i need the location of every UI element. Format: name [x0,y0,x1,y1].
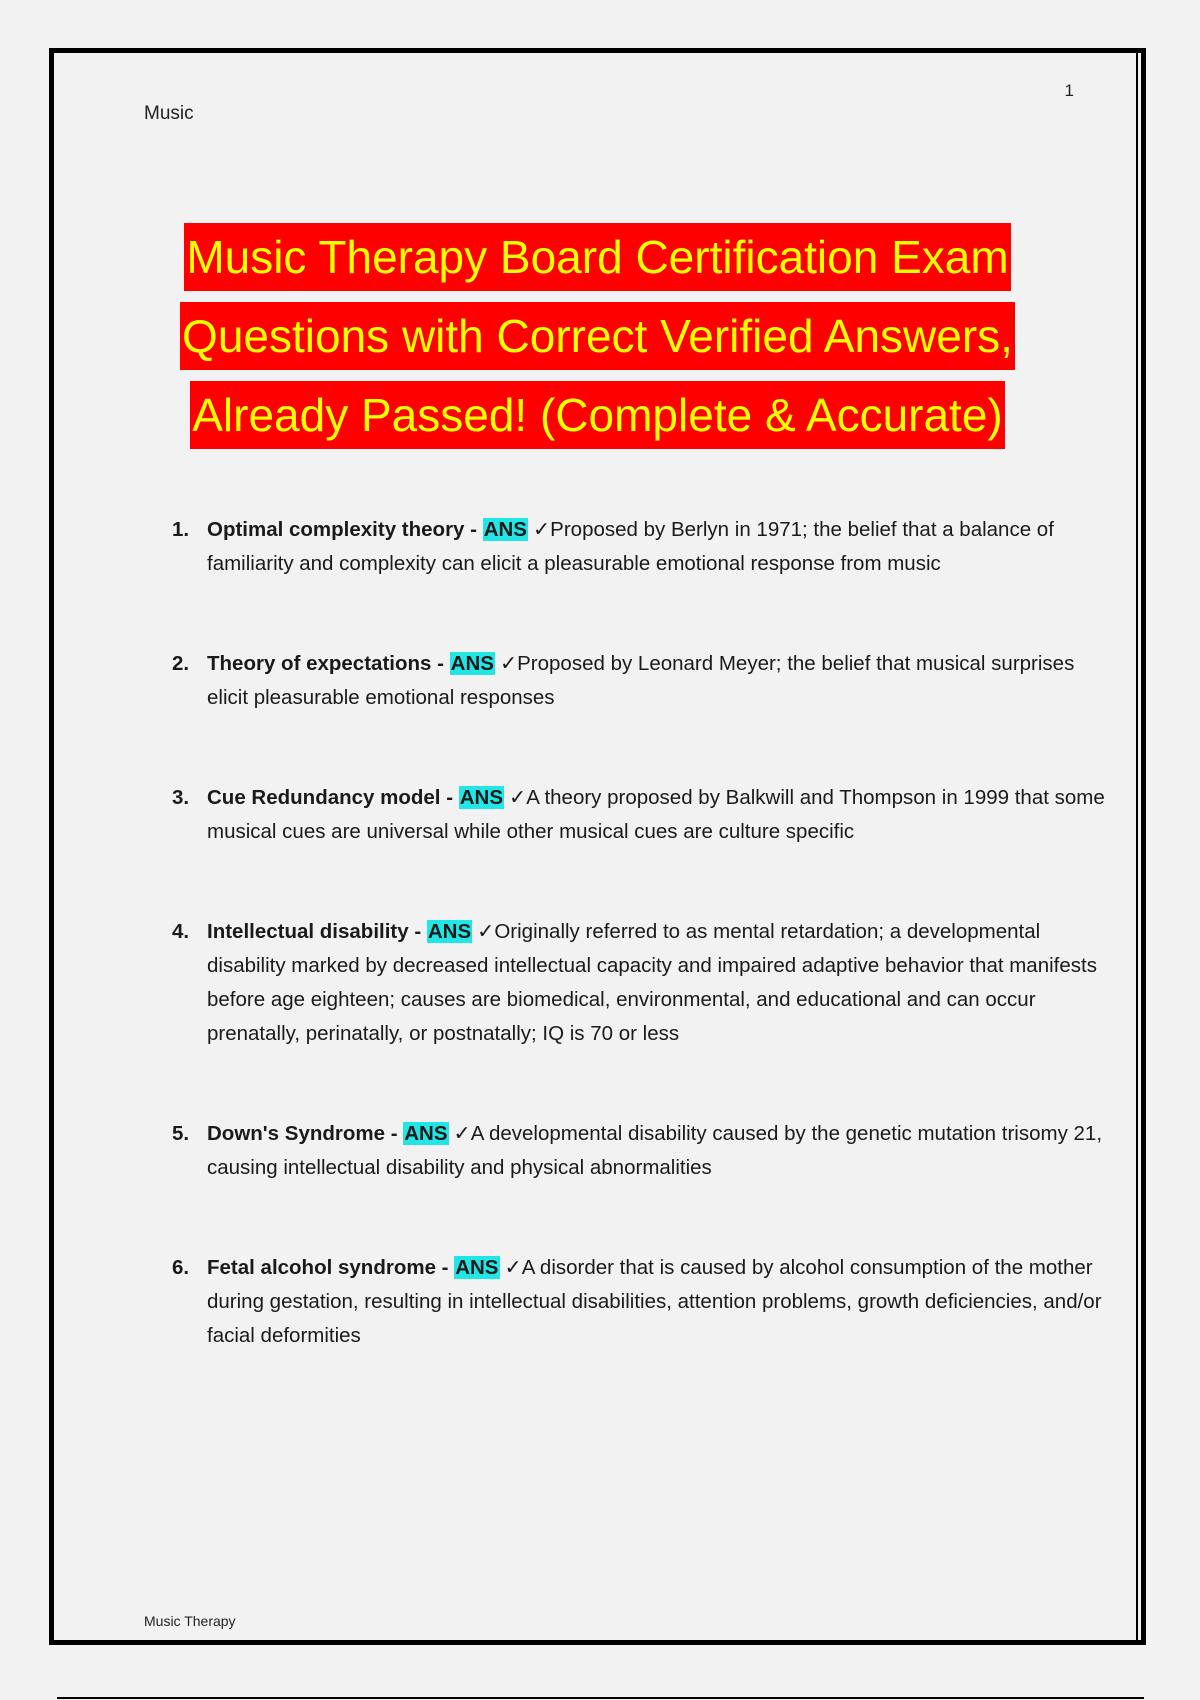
item-term: Fetal alcohol syndrome - [207,1256,449,1279]
page-footer: Music Therapy [144,1613,236,1629]
checkmark-icon: ✓ [477,920,495,943]
document-page [49,48,1146,1645]
item-number: 2. [172,652,190,675]
checkmark-icon: ✓ [453,1122,471,1145]
ans-highlight: ANS [483,518,527,541]
item-number: 1. [172,518,190,541]
checkmark-icon: ✓ [499,652,518,675]
checkmark-icon: ✓ [504,1256,522,1279]
item-term: Down's Syndrome - [207,1122,398,1145]
item-number: 6. [172,1256,190,1279]
item-term: Optimal complexity theory - [207,518,477,541]
document-title [54,218,1141,455]
item-term: Cue Redundancy model - [207,786,454,809]
title-line-2: Questions with Correct Verified Answers, [180,302,1015,370]
list-item [172,513,1112,581]
list-item [172,915,1112,1051]
item-answer: A theory proposed by Balkwill and Thompson in 1999 that some musical cues are universal while other musical cues are culture specific [207,786,1105,843]
item-answer: Proposed by Berlyn in 1971; the belief that a balance of familiarity and complexity can elicit a pleasurable emotional response from music [207,518,1054,575]
item-answer: Proposed by Leonard Meyer; the belief that musical surprises elicit pleasurable emotional responses [207,652,1075,709]
item-number: 5. [172,1122,190,1145]
ans-highlight: ANS [455,1256,499,1279]
title-line-1: Music Therapy Board Certification Exam [184,223,1010,291]
next-page-top-border [57,1697,1144,1699]
checkmark-icon: ✓ [532,518,551,541]
question-list [172,513,1112,1353]
list-item [172,647,1112,715]
item-answer: A disorder that is caused by alcohol consumption of the mother during gestation, resulting in intellectual disabilities, attention problems, growth deficiencies, and/or facial deformities [207,1256,1102,1347]
page-number: 1 [1064,81,1074,100]
item-answer: A developmental disability caused by the genetic mutation trisomy 21, causing intellectual disability and physical abnormalities [207,1122,1103,1179]
item-term: Theory of expectations - [207,652,444,675]
ans-highlight: ANS [459,786,504,809]
list-item [172,781,1112,849]
ans-highlight: ANS [450,652,494,675]
title-line-3: Already Passed! (Complete & Accurate) [190,381,1004,449]
ans-highlight: ANS [427,920,472,943]
list-item [172,1251,1112,1353]
running-head: Music [144,103,194,124]
item-term: Intellectual disability - [207,920,422,943]
ans-highlight: ANS [404,1122,448,1145]
item-number: 4. [172,920,190,943]
checkmark-icon: ✓ [509,786,527,809]
list-item [172,1117,1112,1185]
item-answer: Originally referred to as mental retardation; a developmental disability marked by decreased intellectual capacity and impaired adaptive behavior that manifests before age eighteen; causes are biomedical, environmental, and educational and can occur prenatally, perinatally, or postnatally; IQ is 70 or less [207,920,1097,1045]
item-number: 3. [172,786,190,809]
